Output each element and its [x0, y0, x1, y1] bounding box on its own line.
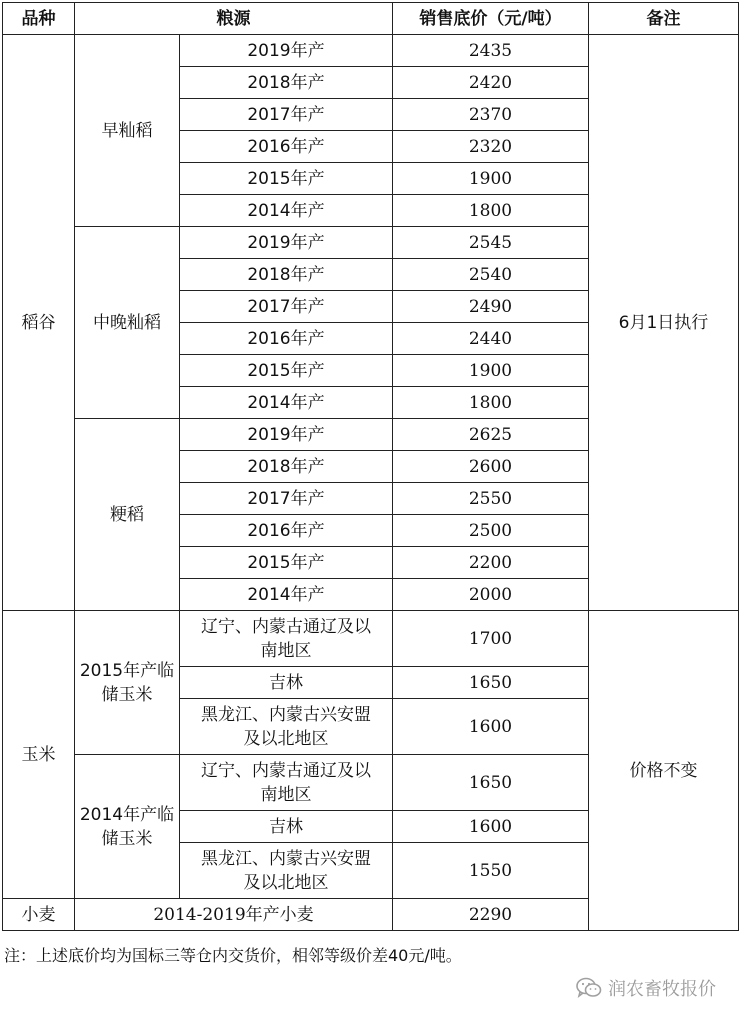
region-line: 黑龙江、内蒙古兴安盟	[201, 704, 371, 725]
price-cell: 1900	[393, 163, 589, 195]
price-cell: 1650	[393, 667, 589, 699]
source-mid-late-indica: 中晚籼稻	[75, 227, 180, 419]
variety-wheat: 小麦	[3, 899, 75, 931]
price-cell: 2435	[393, 35, 589, 67]
table-row	[3, 35, 739, 67]
region-line: 南地区	[260, 640, 312, 661]
year-cell: 2017年产	[180, 483, 393, 515]
price-cell: 2290	[393, 899, 589, 931]
price-cell: 1700	[393, 611, 589, 667]
source-japonica: 粳稻	[75, 419, 180, 611]
source-corn-2014	[75, 755, 180, 899]
header-source: 粮源	[75, 3, 393, 35]
region-line: 及以北地区	[243, 872, 329, 893]
region-cell	[180, 699, 393, 755]
year-cell: 2015年产	[180, 163, 393, 195]
year-cell: 2016年产	[180, 515, 393, 547]
year-cell: 2019年产	[180, 227, 393, 259]
price-cell: 2500	[393, 515, 589, 547]
year-cell: 2017年产	[180, 291, 393, 323]
note-rice: 6月1日执行	[589, 35, 739, 611]
price-cell: 2490	[393, 291, 589, 323]
year-cell: 2014年产	[180, 195, 393, 227]
year-cell: 2015年产	[180, 547, 393, 579]
note-corn: 价格不变	[589, 611, 739, 931]
price-cell: 1800	[393, 195, 589, 227]
price-cell: 2600	[393, 451, 589, 483]
variety-corn: 玉米	[3, 611, 75, 899]
source-line: 储玉米	[101, 684, 153, 705]
year-cell: 2019年产	[180, 419, 393, 451]
price-cell: 1600	[393, 811, 589, 843]
year-cell: 2014年产	[180, 579, 393, 611]
price-cell: 1800	[393, 387, 589, 419]
region-cell: 吉林	[180, 811, 393, 843]
region-line: 南地区	[260, 784, 312, 805]
price-cell: 2440	[393, 323, 589, 355]
year-cell: 2018年产	[180, 451, 393, 483]
price-cell: 1600	[393, 699, 589, 755]
price-cell: 2320	[393, 131, 589, 163]
source-corn-2015	[75, 611, 180, 755]
region-cell	[180, 843, 393, 899]
source-line: 2014年产临	[79, 804, 175, 825]
year-cell: 2015年产	[180, 355, 393, 387]
footnote: 注：上述底价均为国标三等仓内交货价，相邻等级价差40元/吨。	[4, 946, 462, 965]
year-cell: 2016年产	[180, 323, 393, 355]
price-table	[2, 2, 739, 931]
source-line: 2015年产临	[79, 660, 175, 681]
region-cell: 吉林	[180, 667, 393, 699]
year-cell: 2014年产	[180, 387, 393, 419]
price-cell: 2545	[393, 227, 589, 259]
region-line: 辽宁、内蒙古通辽及以	[201, 616, 371, 637]
price-cell: 1900	[393, 355, 589, 387]
price-cell: 2625	[393, 419, 589, 451]
header-variety: 品种	[3, 3, 75, 35]
price-cell: 2540	[393, 259, 589, 291]
variety-rice: 稻谷	[3, 35, 75, 611]
watermark	[576, 975, 716, 1001]
price-cell: 1650	[393, 755, 589, 811]
price-cell: 1550	[393, 843, 589, 899]
header-note: 备注	[589, 3, 739, 35]
year-cell: 2016年产	[180, 131, 393, 163]
region-cell	[180, 611, 393, 667]
header-price: 销售底价（元/吨）	[393, 3, 589, 35]
region-line: 黑龙江、内蒙古兴安盟	[201, 848, 371, 869]
price-cell: 2000	[393, 579, 589, 611]
table-row	[3, 611, 739, 667]
year-cell: 2018年产	[180, 67, 393, 99]
header-row	[3, 3, 739, 35]
region-cell	[180, 755, 393, 811]
price-cell: 2420	[393, 67, 589, 99]
price-cell: 2550	[393, 483, 589, 515]
price-cell: 2370	[393, 99, 589, 131]
year-cell: 2018年产	[180, 259, 393, 291]
source-line: 储玉米	[101, 828, 153, 849]
region-line: 及以北地区	[243, 728, 329, 749]
price-cell: 2200	[393, 547, 589, 579]
year-cell: 2019年产	[180, 35, 393, 67]
watermark-text: 润农畜牧报价	[608, 979, 716, 1000]
wechat-icon	[576, 977, 602, 999]
source-early-indica: 早籼稻	[75, 35, 180, 227]
region-line: 辽宁、内蒙古通辽及以	[201, 760, 371, 781]
source-wheat: 2014-2019年产小麦	[75, 899, 393, 931]
year-cell: 2017年产	[180, 99, 393, 131]
